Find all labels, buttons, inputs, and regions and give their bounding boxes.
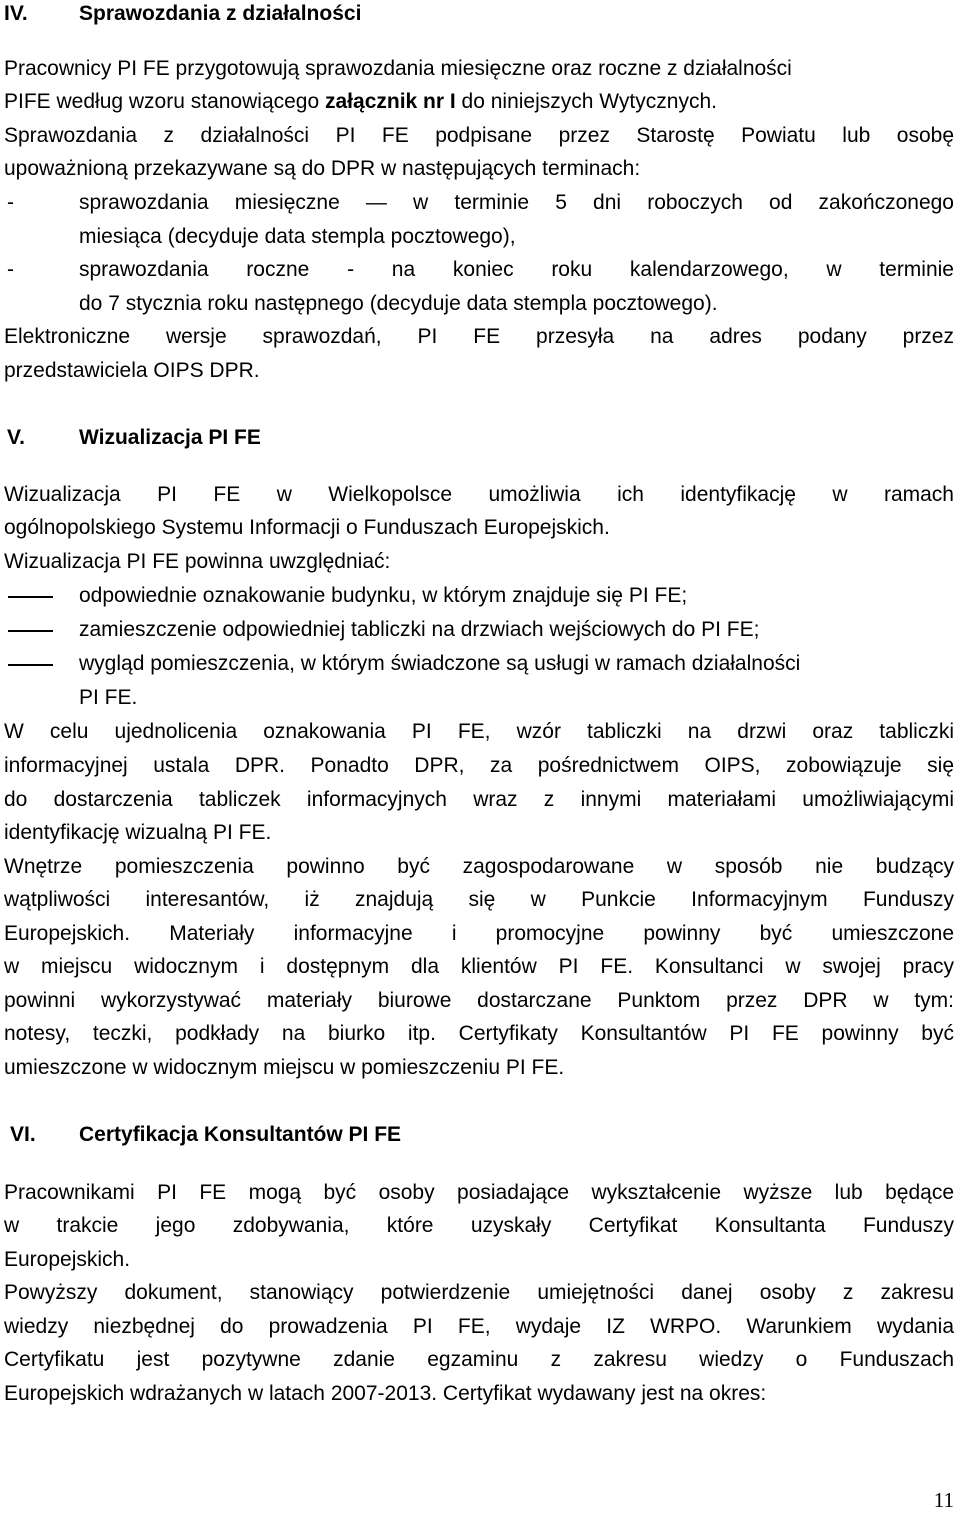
paragraph-line: Europejskich. (4, 1248, 131, 1271)
section-vi-number: VI. (10, 1123, 36, 1146)
list-bullet: - (7, 258, 14, 281)
section-v-number: V. (7, 426, 25, 449)
list-dash (8, 596, 53, 598)
paragraph-line: przedstawiciela OIPS DPR. (4, 359, 260, 382)
list-item: odpowiednie oznakowanie budynku, w którym znajduje się PI FE; (79, 584, 688, 607)
paragraph-line: W celu ujednolicenia oznakowania PI FE, wzór tabliczki na drzwi oraz tabliczki (4, 720, 954, 743)
list-dash (8, 630, 53, 632)
paragraph-line: Europejskich wdrażanych w latach 2007-2013. Certyfikat wydawany jest na okres: (4, 1382, 767, 1405)
paragraph-line: Certyfikatu jest pozytywne zdanie egzaminu z zakresu wiedzy o Funduszach (4, 1348, 954, 1371)
paragraph-line: Europejskich. Materiały informacyjne i promocyjne powinny być umieszczone (4, 922, 954, 945)
paragraph-line: umieszczone w widocznym miejscu w pomieszczeniu PI FE. (4, 1056, 565, 1079)
list-bullet: - (7, 191, 14, 214)
list-item: sprawozdania miesięczne — w terminie 5 dni roboczych od zakończonego (79, 191, 954, 214)
paragraph-line: Wnętrze pomieszczenia powinno być zagospodarowane w sposób nie budzący (4, 855, 954, 878)
section-v-title: Wizualizacja PI FE (79, 426, 261, 449)
paragraph-line: Powyższy dokument, stanowiący potwierdzenie umiejętności danej osoby z zakresu (4, 1281, 954, 1304)
section-iv-number: IV. (4, 2, 28, 25)
list-dash (8, 664, 53, 666)
paragraph-line: w miejscu widocznym i dostępnym dla klientów PI FE. Konsultanci w swojej pracy (4, 955, 954, 978)
list-item: PI FE. (79, 686, 138, 709)
paragraph-line: wątpliwości interesantów, iż znajdują się w Punkcie Informacyjnym Funduszy (4, 888, 954, 911)
paragraph-line: informacyjnej ustala DPR. Ponadto DPR, za pośrednictwem OIPS, zobowiązuje się (4, 754, 954, 777)
paragraph-line: wiedzy niezbędnej do prowadzenia PI FE, wydaje IZ WRPO. Warunkiem wydania (4, 1315, 954, 1338)
paragraph-line: identyfikację wizualną PI FE. (4, 821, 272, 844)
paragraph-line: Pracownikami PI FE mogą być osoby posiadające wykształcenie wyższe lub będące (4, 1181, 954, 1204)
list-item: wygląd pomieszczenia, w którym świadczone są usługi w ramach działalności (79, 652, 801, 675)
paragraph-line: w trakcie jego zdobywania, które uzyskały Certyfikat Konsultanta Funduszy (4, 1214, 954, 1237)
page-number: 11 (933, 1488, 954, 1512)
paragraph-line: notesy, teczki, podkłady na biurko itp. Certyfikaty Konsultantów PI FE powinny być (4, 1022, 954, 1045)
paragraph-line: do dostarczenia tabliczek informacyjnych wraz z innymi materiałami umożliwiającymi (4, 788, 954, 811)
list-item: do 7 stycznia roku następnego (decyduje data stempla pocztowego). (79, 292, 718, 315)
paragraph-line: Wizualizacja PI FE w Wielkopolsce umożliwia ich identyfikację w ramach (4, 483, 954, 506)
list-item: miesiąca (decyduje data stempla pocztowego), (79, 225, 516, 248)
list-item: sprawozdania roczne - na koniec roku kalendarzowego, w terminie (79, 258, 954, 281)
paragraph-line: powinni wykorzystywać materiały biurowe dostarczane Punktom przez DPR w tym: (4, 989, 954, 1012)
section-vi-title: Certyfikacja Konsultantów PI FE (79, 1123, 402, 1146)
paragraph-line: PIFE według wzoru stanowiącego załącznik nr I do niniejszych Wytycznych. (4, 90, 717, 113)
paragraph-line: Wizualizacja PI FE powinna uwzględniać: (4, 550, 391, 573)
paragraph-line: ogólnopolskiego Systemu Informacji o Funduszach Europejskich. (4, 516, 610, 539)
paragraph-line: upoważnioną przekazywane są do DPR w następujących terminach: (4, 157, 641, 180)
paragraph-line: Elektroniczne wersje sprawozdań, PI FE przesyła na adres podany przez (4, 325, 954, 348)
attachment-reference: załącznik nr I (325, 90, 456, 113)
list-item: zamieszczenie odpowiedniej tabliczki na drzwiach wejściowych do PI FE; (79, 618, 760, 641)
paragraph-line: Sprawozdania z działalności PI FE podpisane przez Starostę Powiatu lub osobę (4, 124, 954, 147)
paragraph-line: Pracownicy PI FE przygotowują sprawozdania miesięczne oraz roczne z działalności (4, 57, 792, 80)
section-iv-title: Sprawozdania z działalności (79, 2, 362, 25)
